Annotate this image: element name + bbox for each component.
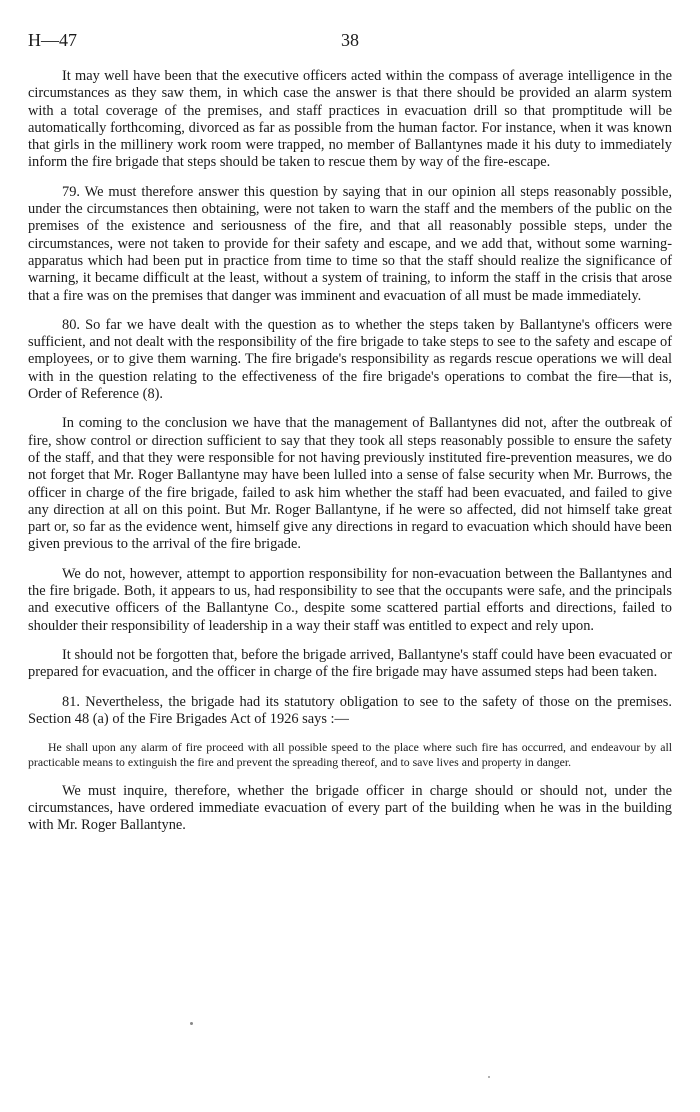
paragraph-80: 80. So far we have dealt with the question as to whether the steps taken by Ballantyne's officers were sufficient, and not dealt with the responsibility of the fire brigade to take steps to see to the safety and escape of employees, or to give them warning. The fire brigade's responsibility as regards rescue operations we will deal with in the question relating to the effectiveness of the fire brigade's operations to combat the fire—that is, Order of Reference (8). bbox=[28, 316, 672, 403]
paragraph-conclusion: In coming to the conclusion we have that the management of Ballantynes did not, after the outbreak of fire, show control or direction sufficient to say that they took all steps reasonably possible to ensure the safety of the staff, and that they were responsible for not having previously instituted fire-prevention measures, we do not forget that Mr. Roger Ballantyne may have been lulled into a sense of false security when Mr. Burrows, the officer in charge of the fire brigade, failed to ask him whether the staff had been evacuated, and failed to give any direction at all on this point. But Mr. Roger Ballantyne, if he were so affected, did not himself take great part or, so far as the evidence went, himself give any directions in regard to evacuation which should have been given previous to the arrival of the fire brigade. bbox=[28, 415, 672, 553]
paragraph-responsibility: We do not, however, attempt to apportion responsibility for non-evacuation between the Ballantynes and the fire brigade. Both, it appears to us, had responsibility to see that the occupants were safe, and the principals and executive officers of the Ballantyne Co., despite some scattered partial efforts and directions, failed to shoulder their responsibility of leadership in a way their staff was entitled to expect and rely upon. bbox=[28, 565, 672, 634]
document-body bbox=[28, 68, 672, 846]
page-number: 38 bbox=[341, 30, 359, 50]
paragraph-before-brigade: It should not be forgotten that, before the brigade arrived, Ballantyne's staff could have been evacuated or prepared for evacuation, and the officer in charge of the fire brigade may have assumed steps had been taken. bbox=[28, 646, 672, 681]
paragraph-closing: We must inquire, therefore, whether the brigade officer in charge should or should not, under the circumstances, have ordered immediate evacuation of every part of the building when he was in the building with Mr. Roger Ballantyne. bbox=[28, 782, 672, 834]
statute-quote: He shall upon any alarm of fire proceed with all possible speed to the place where such fire has occurred, and endeavour by all practicable means to extinguish the fire and prevent the spreading thereof, and to save lives and property in danger. bbox=[28, 740, 672, 770]
paragraph-81: 81. Nevertheless, the brigade had its statutory obligation to see to the safety of those on the premises. Section 48 (a) of the Fire Brigades Act of 1926 says :— bbox=[28, 693, 672, 727]
scan-speck bbox=[488, 1076, 490, 1078]
paragraph-intro: It may well have been that the executive officers acted within the compass of average intelligence in the circumstances as they saw them, in which case the answer is that there should be provided an alarm system with a total coverage of the premises, and staff practices in evacuation drill so that promptitude will be automatically forthcoming, divorced as far as possible from the human factor. For instance, when it was known that girls in the millinery work room were trapped, no member of Ballantynes made it his duty to immediately inform the fire brigade that steps should be taken to rescue them by way of the fire-escape. bbox=[28, 68, 672, 171]
page-header bbox=[28, 30, 672, 54]
document-reference: H—47 bbox=[28, 30, 77, 50]
paragraph-79: 79. We must therefore answer this question by saying that in our opinion all steps reasonably possible, under the circumstances then obtaining, were not taken to warn the staff and the members of the public on the premises of the existence and seriousness of the fire, and that all reasonably possible steps, under the circumstances, were not taken to provide for their safety and escape, and we add that, without some warning-apparatus which had been put in practice from time to time so that the staff should realize the significance of warning, it became difficult at the least, without a system of training, to inform the staff in the crisis that arose that a fire was on the premises that danger was imminent and evacuation of all must be made immediately. bbox=[28, 183, 672, 304]
scan-speck bbox=[190, 1022, 193, 1025]
